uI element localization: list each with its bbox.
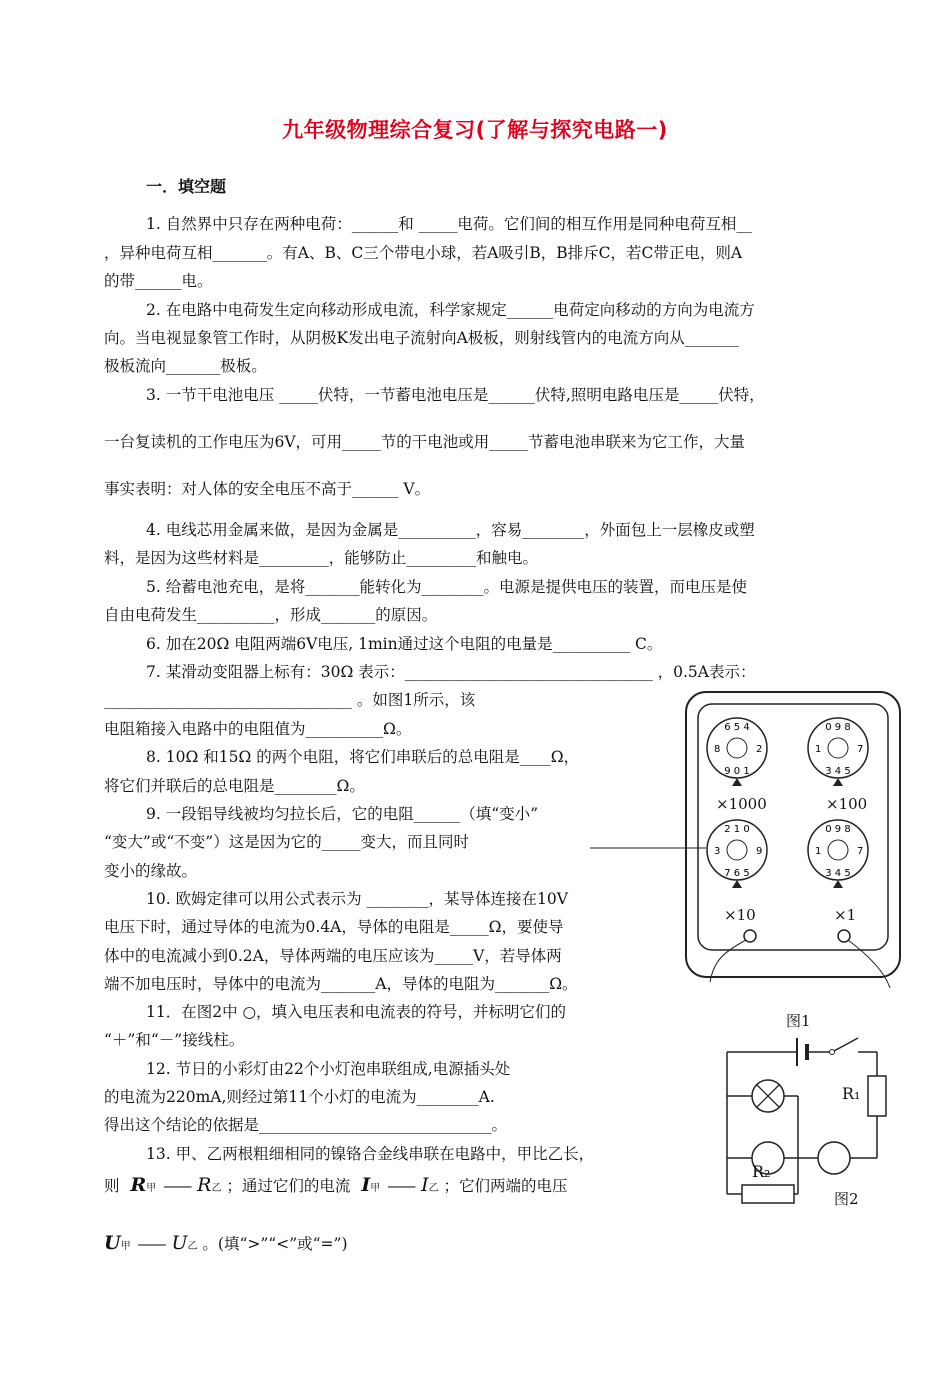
q13-blank-2: —— [387,1177,415,1195]
q7-line-1: 7. 某滑动变阻器上标有：30Ω 表示：________________________________ ，0.5A表示： [146,663,756,681]
q10-line-1: 10. 欧姆定律可以用公式表示为 ________，某导体连接在10V [146,890,568,908]
q7-line-2: ________________________________ 。如图1所示，该 [104,691,476,709]
meter-circle-right [818,1142,850,1174]
q13-i-yi-sub: 乙 [428,1183,439,1194]
q13-blank-1: —— [163,1177,191,1195]
svg-text:7: 7 [857,744,864,755]
q7-line-3: 电阻箱接入电路中的电阻值为__________Ω。 [104,720,412,738]
q13-r-yi-sub: 乙 [211,1183,222,1194]
q12-line-1: 12. 节日的小彩灯由22个小灯泡串联组成,电源插头处 [146,1060,511,1078]
q12-line-3: 得出这个结论的依据是______________________________。 [104,1116,508,1134]
q13-i-jia: I [361,1174,371,1196]
q13-line-1: 13. 甲、乙两根粗细相同的镍铬合金线串联在电路中，甲比乙长， [146,1145,595,1163]
resistor-r1 [868,1076,886,1116]
dial-x1[interactable] [808,820,868,888]
q13-then: 则 [104,1177,120,1195]
q13-r-jia-sub: 甲 [146,1183,157,1194]
resistor-r2 [742,1185,794,1203]
q3-line-3: 事实表明：对人体的安全电压不高于______ V。 [104,480,431,498]
svg-text:2: 2 [756,744,763,755]
q2-line-3: 极板流向_______极板。 [104,357,267,375]
figure2-caption: 图2 [834,1190,859,1208]
svg-text:0 9 8: 0 9 8 [825,824,851,835]
q13-current-text: ；通过它们的电流 [226,1177,351,1195]
r2-label: R₂ [752,1162,771,1181]
q10-line-3: 体中的电流减小到0.2A，导体两端的电压应该为_____V，若导体两 [104,947,562,965]
figure2-circuit [712,1030,902,1210]
svg-text:8: 8 [714,744,721,755]
q11-line-2: “＋”和“－”接线柱。 [104,1031,245,1049]
q12-line-2: 的电流为220mA,则经过第11个小灯的电流为________A. [104,1088,495,1106]
q13-r-jia: R [130,1174,147,1196]
dial-label-x1: ×1 [834,906,857,924]
q3-line-2: 一台复读机的工作电压为6V，可用_____节的干电池或用_____节蓄电池串联来为它工作，大量 [104,433,746,451]
q1-line-1: 1. 自然界中只存在两种电荷：______和 _____电荷。它们间的相互作用是同种电荷互相__ [146,215,752,233]
svg-text:1: 1 [815,846,822,857]
q13-formula-line-2 [104,1230,348,1260]
q2-line-1: 2. 在电路中电荷发生定向移动形成电流，科学家规定______电荷定向移动的方向为电流方 [146,301,755,319]
dial-x10[interactable] [707,820,767,888]
figure1-caption: 图1 [786,1012,811,1030]
q2-line-2: 向。当电视显象管工作时，从阴极K发出电子流射向A极板，则射线管内的电流方向从_______ [104,329,740,347]
svg-text:3 4 5: 3 4 5 [825,766,851,777]
svg-text:3 4 5: 3 4 5 [825,868,851,879]
q13-blank-3: —— [137,1235,165,1253]
q13-u-yi: U [171,1232,188,1254]
page-title: 九年级物理综合复习(了解与探究电路一) [282,118,668,142]
switch-blade [834,1038,858,1051]
figure1-resistance-box [684,690,914,990]
dial-label-x10: ×10 [724,906,756,924]
q13-u-jia-sub: 甲 [120,1241,131,1252]
q13-u-yi-sub: 乙 [187,1241,198,1252]
dial-label-x1000: ×1000 [716,795,767,813]
svg-text:9: 9 [756,846,763,857]
q3-line-1: 3. 一节干电池电压 _____伏特，一节蓄电池电压是______伏特,照明电路电压是_____伏特， [146,386,765,404]
svg-text:7 6 5: 7 6 5 [724,868,750,879]
section-heading: 一．填空题 [146,177,227,196]
svg-text:7: 7 [857,846,864,857]
q8-line-2: 将它们并联后的总电阻是________Ω。 [104,777,365,795]
q4-line-2: 料，是因为这些材料是_________，能够防止_________和触电。 [104,549,539,567]
q4-line-1: 4. 电线芯用金属来做，是因为金属是__________，容易________，外面包上一层橡皮或塑 [146,521,755,539]
svg-text:1: 1 [815,744,822,755]
q13-i-jia-sub: 甲 [370,1183,381,1194]
q13-r-yi: R [197,1174,212,1196]
q1-line-3: 的带______电。 [104,272,213,290]
q5-line-1: 5. 给蓄电池充电，是将_______能转化为________。电源是提供电压的装置，而电压是使 [146,578,747,596]
svg-text:3: 3 [714,846,721,857]
q5-line-2: 自由电荷发生__________，形成_______的原因。 [104,606,438,624]
q13-formula-line-1 [104,1172,568,1202]
q13-voltage-text: ；它们两端的电压 [443,1177,568,1195]
dial-label-x100: ×100 [826,795,868,813]
q8-line-1: 8. 10Ω 和15Ω 的两个电阻，将它们串联后的总电阻是____Ω， [146,748,580,766]
q11-line-1: 11．在图2中 ○，填入电压表和电流表的符号，并标明它们的 [146,1003,567,1021]
q9-line-3: 变小的缘故。 [104,862,198,880]
q1-line-2: ，异种电荷互相_______。有A、B、C三个带电小球，若A吸引B，B排斥C，若C带正电，则A [104,244,743,262]
svg-text:0 9 8: 0 9 8 [825,722,851,733]
q13-fill-text: 。(填“>”“<”或“=”) [202,1235,348,1253]
q10-line-2: 电压下时，通过导体的电流为0.4A，导体的电阻是_____Ω，要使导 [104,918,564,936]
r1-label: R₁ [842,1084,861,1103]
q10-line-4: 端不加电压时，导体中的电流为_______A，导体的电阻为_______Ω。 [104,975,578,993]
q9-line-2: “变大”或“不变”）这是因为它的_____变大，而且同时 [104,833,469,851]
q13-i-yi: I [421,1174,429,1196]
svg-text:9 0 1: 9 0 1 [724,766,750,777]
svg-text:6 5 4: 6 5 4 [724,722,750,733]
dial-x100[interactable] [808,718,868,786]
q9-line-1: 9. 一段铝导线被均匀拉长后，它的电阻______（填“变小” [146,805,539,823]
q13-u-jia: U [104,1232,121,1254]
q6-line-1: 6. 加在20Ω 电阻两端6V电压, 1min通过这个电阻的电量是__________ C。 [146,635,663,653]
dial-x1000[interactable] [707,718,767,786]
svg-text:2 1 0: 2 1 0 [724,824,750,835]
